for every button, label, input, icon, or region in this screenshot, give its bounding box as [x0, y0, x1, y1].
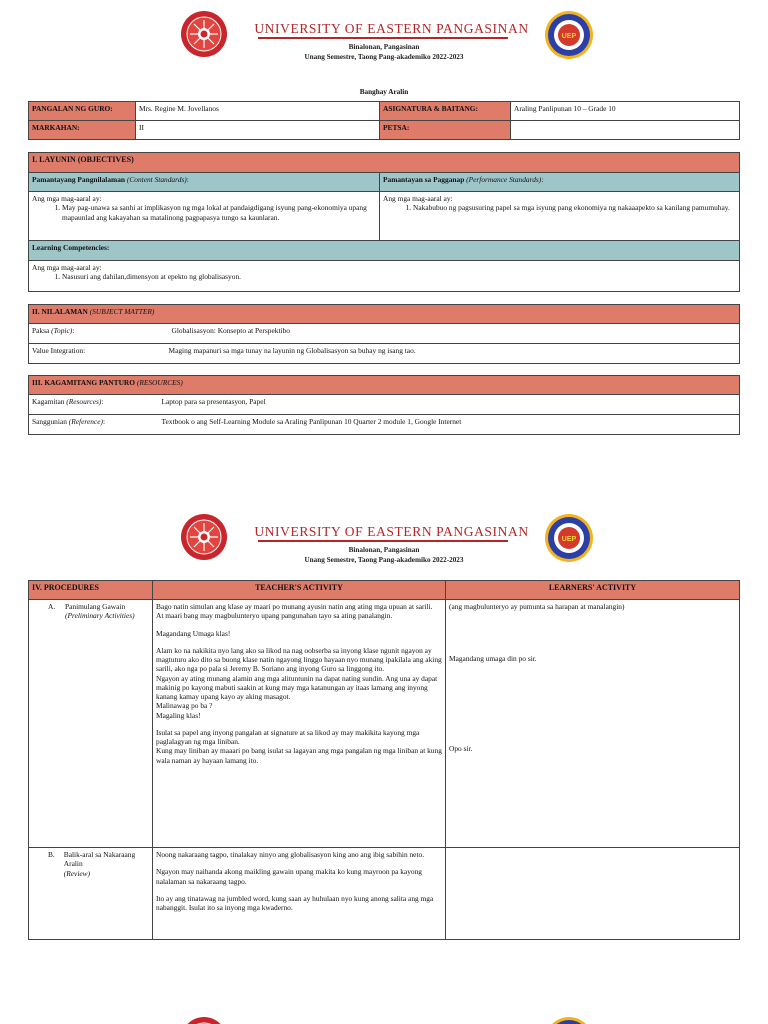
value-integration-value: Maging mapanuri sa mga tunay na layunin ng Globalisasyon sa buhay ng isang tao.	[169, 344, 740, 364]
value-integration-label: Value Integration:	[29, 344, 169, 364]
university-name: UNIVERSITY OF EASTERN PANGASINAN	[254, 524, 529, 539]
seal-text: UEP	[561, 536, 577, 543]
university-underline	[258, 540, 508, 542]
doc-title: Banghay Aralin	[359, 88, 409, 96]
subject-matter-table	[28, 304, 740, 364]
university-name: UNIVERSITY OF EASTERN PANGASINAN	[254, 21, 529, 36]
reference-label: Sanggunian (Reference):	[29, 415, 159, 435]
page-header-3	[0, 1016, 768, 1024]
objectives-table	[28, 152, 740, 292]
content-standards-header: Pamantayang Pangnilalaman (Content Standards):	[29, 173, 380, 192]
university-seal-icon	[544, 10, 594, 60]
procedure-a-learner: (ang magbulunteryo ay pumunta sa harapan at manalangin) Magandang umaga din po sir. Opo sir.	[446, 600, 740, 848]
learners-activity-header: LEARNERS' ACTIVITY	[446, 581, 740, 600]
content-standards-cell: Ang mga mag-aaral ay: 1. May pag-unawa sa sanhi at implikasyon ng mga lokal at pandaigdigang isyung pang-ekonomiya upang mapaunlad ang kakayahan sa matalinong pagpapasya tungo sa kaunlaran.	[29, 192, 380, 241]
university-seal-icon	[544, 513, 594, 563]
competencies-header: Learning Competencies:	[29, 241, 740, 261]
competency-item: 1. Nasusuri ang dahilan,dimensyon at epekto ng globalisasyon.	[62, 272, 736, 281]
procedures-table	[28, 580, 740, 940]
university-underline	[258, 37, 508, 39]
reference-value: Textbook o ang Self-Learning Module sa Araling Panlipunan 10 Quarter 2 module 1, Google Internet	[159, 415, 740, 435]
content-standard-item: 1. May pag-unawa sa sanhi at implikasyon ng mga lokal at pandaigdigang isyung pang-ekonomiya upang mapaunlad ang kakayahan sa matalinong pagpapasya tungo sa kaunlaran.	[62, 203, 376, 222]
semester-line: Unang Semestre, Taong Pang-akademiko 2022-2023	[304, 556, 464, 564]
procedure-a-label: A. Panimulang Gawain (Preliminary Activities)	[29, 600, 153, 848]
date-value	[511, 121, 740, 140]
page-header-2	[0, 513, 768, 573]
seal-text: UEP	[561, 33, 577, 40]
procedure-b-teacher: Noong nakaraang tagpo, tinalakay ninyo ang globalisasyon king ano ang ibig sabihin neto. Ngayon may naihanda akong maikling gawain upang makita ko kung mayroon pa kayong nalalaman sa nakaraang tagpo. Ito ay ang tinatawag na jumbled word, kung saan ay huhulaan nyo kung anong salita ang mga nabanggit. Isulat ito sa inyong mga kwaderno.	[153, 848, 446, 940]
teacher-value: Mrs. Regine M. Jovellanos	[136, 102, 380, 121]
subject-label: ASIGNATURA & BAITANG:	[380, 102, 511, 121]
procedure-b-label: B. Balik-aral sa Nakaraang Aralin (Review)	[29, 848, 153, 940]
university-location: Binalonan, Pangasinan	[348, 43, 420, 51]
page-header	[0, 10, 768, 96]
objectives-title: I. LAYUNIN (OBJECTIVES)	[29, 153, 740, 173]
procedure-b-learner	[446, 848, 740, 940]
subject-matter-title: II. NILALAMAN (SUBJECT MATTER)	[29, 305, 740, 324]
quarter-label: MARKAHAN:	[29, 121, 136, 140]
university-logo-icon	[180, 1016, 228, 1024]
teacher-label: PANGALAN NG GURO:	[29, 102, 136, 121]
procedures-col-header: IV. PROCEDURES	[29, 581, 153, 600]
performance-standards-header: Pamantayan sa Pagganap (Performance Standards):	[380, 173, 740, 192]
university-location: Binalonan, Pangasinan	[348, 546, 420, 554]
competencies-cell: Ang mga mag-aaral ay: 1. Nasusuri ang dahilan,dimensyon at epekto ng globalisasyon.	[29, 261, 740, 292]
semester-line: Unang Semestre, Taong Pang-akademiko 2022-2023	[304, 53, 464, 61]
procedure-a-teacher: Bago natin simulan ang klase ay maari po munang ayusin natin ang ating mga upuan at sarili. At maari bang may magbulunteryo upang pangunahan tayo sa ating panalangin. Magandang Umaga klas! Alam ko na nakikita nyo lang ako sa likod na nag oobserba sa inyong klase ngunit ngayon ay magtuturo ako dito sa buong klase natin ngayong linggo hayaan nyo munang ipakilala ang aking sarili, ako nga po pala si Jeremy B. Soriano ang inyong Guro sa linggong ito. Ngayon ay ating munang alamin ang mga alituntunin na dapat nating sundin. Ang una ay dapat makinig po kayong mabuti saakin at kung may mga katanungan ay itaas lamang ang inyong kanang kamay upang kayo ay aking masagot. Malinawag po ba ? Magaling klas! Isulat sa papel ang inyong pangalan at signature at sa likod ay may makikita kayong mga paglalagyan ng mga liniban. Kung may liniban ay maaari po bang isulat sa lagayan ang mga pangalan ng mga liniban at kung wala naman ay hayaan lamang ito.	[153, 600, 446, 848]
info-table	[28, 101, 740, 140]
performance-standards-cell: Ang mga mag-aaral ay: 1. Nakabubuo ng pagsusuring papel sa mga isyung pang ekonomiya ng nakaaapekto sa kanilang pamumuhay.	[380, 192, 740, 241]
date-label: PETSA:	[380, 121, 511, 140]
teacher-activity-header: TEACHER'S ACTIVITY	[153, 581, 446, 600]
resources-table	[28, 375, 740, 435]
performance-standard-item: 1. Nakabubuo ng pagsusuring papel sa mga isyung pang ekonomiya ng nakaaapekto sa kanilang pamumuhay.	[413, 203, 736, 212]
materials-value: Laptop para sa presentasyon, Papel	[159, 395, 740, 415]
university-seal-icon	[544, 1016, 594, 1024]
quarter-value: II	[136, 121, 380, 140]
resources-title: III. KAGAMITANG PANTURO (RESOURCES)	[29, 376, 740, 395]
topic-label: Paksa (Topic):	[29, 324, 169, 344]
subject-value: Araling Panlipunan 10 – Grade 10	[511, 102, 740, 121]
topic-value: Globalisasyon: Konsepto at Perspektibo	[169, 324, 740, 344]
materials-label: Kagamitan (Resources):	[29, 395, 159, 415]
